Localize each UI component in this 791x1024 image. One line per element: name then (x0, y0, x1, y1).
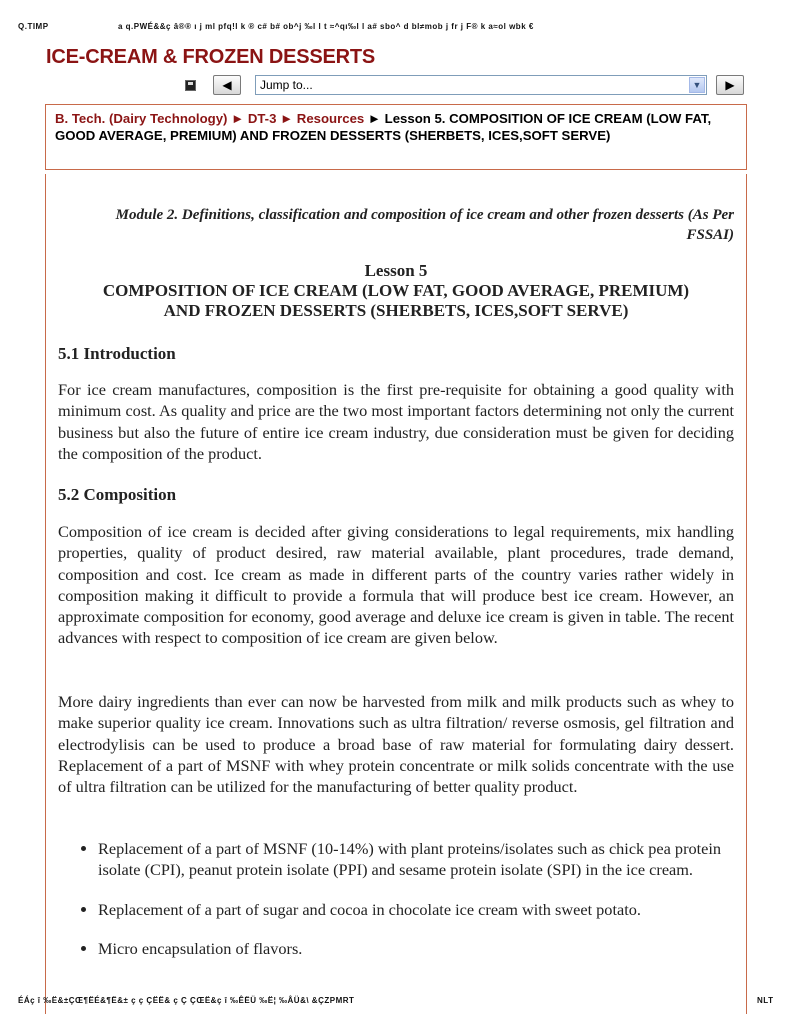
list-item: • Replacement of a part of sugar and cocoa in chocolate ice cream with sweet potato. (98, 899, 758, 920)
list-item: • Micro encapsulation of flavors. (98, 938, 758, 959)
breadcrumb-link-resources[interactable]: Resources (296, 111, 365, 126)
lesson-number: Lesson 5 (364, 261, 428, 280)
breadcrumb-separator: ► (276, 111, 297, 126)
jump-to-select[interactable] (255, 75, 707, 95)
list-item: • Replacement of a part of MSNF (10-14%) with plant proteins/isolates such as chick pea protein isolate (CPI), peanut protein isolate (PPI) and sesame protein isolate (SPI) in the ice cream. (98, 838, 758, 881)
breadcrumb (45, 104, 747, 170)
advances-list (58, 838, 758, 959)
breadcrumb-separator: ► (364, 111, 385, 126)
save-icon[interactable] (185, 80, 196, 91)
jump-to-label: Jump to... (260, 78, 313, 92)
header-code: Q.TIMP (18, 22, 49, 31)
breadcrumb-link-btech[interactable]: B. Tech. (Dairy Technology) (55, 111, 228, 126)
header-garbled-url: a q.PWÉ&&ç â®® ı j ml pfq!l k ® c# b# ob^j ‰l l t ≈^qı‰l l a# sbo^ d bl≠mob j fr j F® k a≈ol wbk € (118, 22, 534, 31)
footer-page-label: NLT (757, 996, 774, 1005)
navigation-bar (185, 75, 745, 97)
breadcrumb-separator: ► (227, 111, 248, 126)
footer-garbled-text: ÉÁç î ‰Ë&±ÇŒ¶ËÉ&¶Ë&± ç ç ÇËË& ç Ç ÇŒË&ç î ‰ÊËÜ ‰Ë¦ ‰ÂÜ&\ &ÇZPMRT (18, 996, 355, 1005)
site-title[interactable]: ICE-CREAM & FROZEN DESSERTS (46, 46, 376, 68)
previous-button[interactable] (213, 75, 241, 95)
section-heading-introduction: 5.1 Introduction (58, 344, 176, 363)
left-arrow-icon: ◀ (222, 77, 232, 92)
next-button[interactable] (716, 75, 744, 95)
composition-paragraph-1: Composition of ice cream is decided after giving considerations to legal requirements, mix handling properties, quality of product desired, raw material available, plant procedures, trade demand, composition and cost. Ice cream as made in different parts of the country varies rather widely in composition making it difficult to provide a formula that will produce best ice cream. However, an approximate composition for economy, good average and deluxe ice cream is given in table. The recent advances with respect to composition of ice cream are given below. (58, 522, 734, 648)
chevron-down-icon[interactable]: ▼ (689, 77, 705, 93)
introduction-paragraph: For ice cream manufactures, composition is the first pre-requisite for obtaining a good quality with minimum cost. As quality and price are the two most important factors determining not only the current business but also the future of entire ice cream industry, due consideration must be given for deciding the composition of the product. (58, 380, 734, 463)
lesson-heading (46, 261, 746, 321)
lesson-title-line-2: AND FROZEN DESSERTS (SHERBETS, ICES,SOFT SERVE) (163, 301, 629, 320)
lesson-title-line-1: COMPOSITION OF ICE CREAM (LOW FAT, GOOD AVERAGE, PREMIUM) (102, 281, 690, 300)
section-heading-composition: 5.2 Composition (58, 485, 177, 504)
right-arrow-icon: ▶ (725, 77, 735, 92)
lesson-content (45, 174, 747, 1014)
composition-paragraph-2: More dairy ingredients than ever can now be harvested from milk and milk products such as whey to make superior quality ice cream. Innovations such as ultra filtration/ reverse osmosis, gel filtration and electrodylisis can be used to produce a broad base of raw material for formulating dairy dessert. Replacement of a part of MSNF with whey protein concentrate or milk solids concentrate with the use of ultra filtration can be utilized for the manufacturing of better quality product. (58, 692, 734, 797)
breadcrumb-link-dt3[interactable]: DT-3 (247, 111, 277, 126)
module-title: Module 2. Definitions, classification and composition of ice cream and other frozen desserts (As Per FSSAI) (115, 207, 734, 243)
breadcrumb-current: Lesson 5. COMPOSITION OF ICE CREAM (LOW FAT, GOOD AVERAGE, PREMIUM) AND FROZEN DESSERTS (SHERBETS, ICES,SOFT SERVE) (55, 111, 712, 143)
